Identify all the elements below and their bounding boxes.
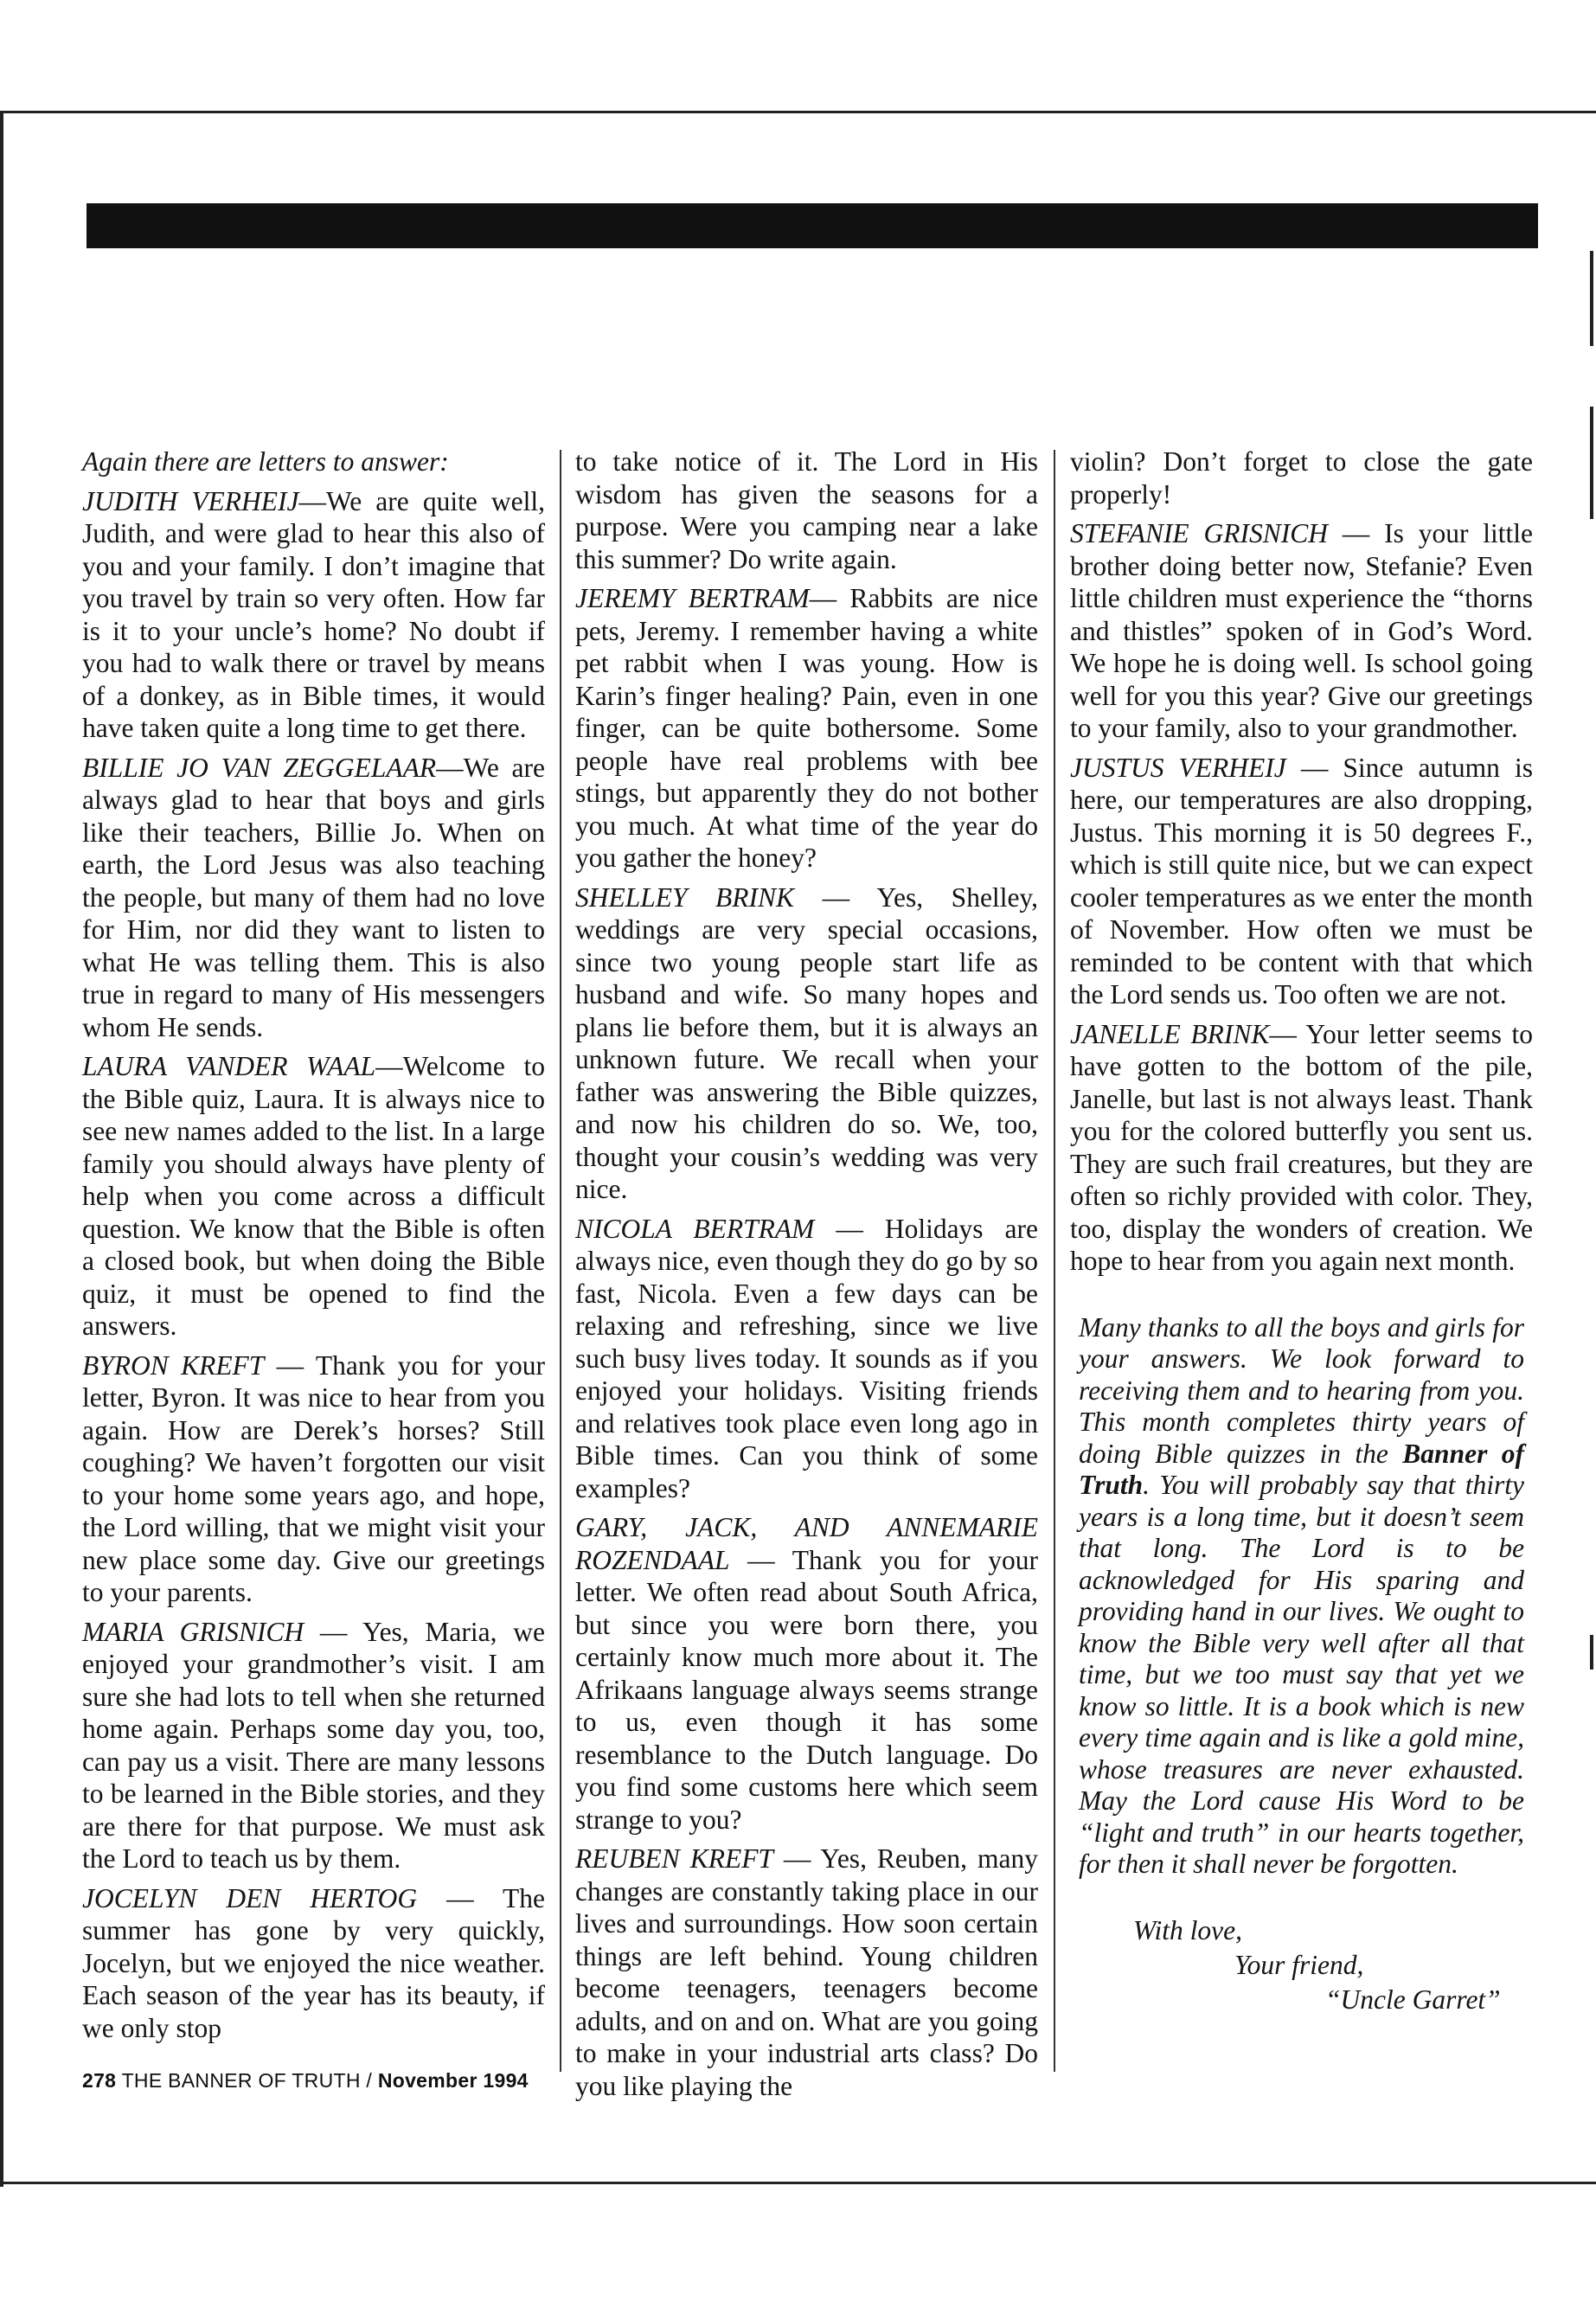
letter-reply: JEREMY BERTRAM— Rabbits are nice pets, Jeremy. I remember having a white pet rabbit when I was young. How is Karin’s finger healing? Pain, even in one finger, can be quite bothersome. Some people have real problems with bee stings, but apparently they do not bother you much. At what time of the year do you gather the honey?	[575, 583, 1039, 873]
letter-text: The summer has gone by very quickly, Jocelyn, but we enjoyed the nice weather. Each season of the year has its beauty, if we only stop	[82, 1882, 545, 2043]
column-2	[575, 445, 1038, 2109]
letter-reply: GARY, JACK, AND ANNEMARIE ROZENDAAL — Thank you for your letter. We often read about South Africa, but since you were born there, you certainly know much more about it. The Afrikaans language always seems strange to us, even though it has some resemblance to the Dutch language. Do you find some customs here which seem strange to you?	[575, 1512, 1038, 1835]
letter-text: Your letter seems to have gotten to the bottom of the pile, Janelle, but last is not always least. Thank you for the colored butterfly you sent us. They are such frail creatures, but they are often so richly provided with color. They, too, display the wonders of creation. We hope to hear from you again next month.	[1070, 1018, 1533, 1276]
intro-line: Again there are letters to answer:	[82, 446, 449, 477]
letter-name: JUDITH VERHEIJ	[82, 485, 299, 516]
column-divider	[1054, 450, 1055, 2072]
bottom-rule	[0, 2182, 1596, 2184]
letter-text: Yes, Maria, we enjoyed your grandmother’s visit. I am sure she had lots to tell when she returned home again. Perhaps some day you, too, can pay us a visit. There are many lessons to be learned in the Bible stories, and they are there for that purpose. We must ask the Lord to teach us by them.	[82, 1616, 545, 1874]
letter-name: GARY, JACK, AND ANNEMARIE ROZENDAAL	[575, 1512, 1038, 1575]
letter-name: BYRON KREFT	[82, 1349, 265, 1381]
letter-reply: BYRON KREFT — Thank you for your letter, Byron. It was nice to hear from you again. How are Derek’s horses? Still coughing? We haven’t forgotten our visit to your home some years ago, and hope, the Lord willing, that we might visit your new place some day. Give our greetings to your parents.	[82, 1349, 545, 1607]
letter-reply: STEFANIE GRISNICH — Is your little brother doing better now, Stefanie? Even little children must experience the “thorns and thistles” spoken of in God’s Word. We hope he is doing well. Is school going well for you this year? Give our greetings to your family, also to your grandmother.	[1070, 518, 1533, 743]
letter-reply: REUBEN KREFT — Yes, Reuben, many changes are constantly taking place in our lives and surroundings. How soon certain things are left behind. Young children become teenagers, teenagers become adults, and on and on. What are you going to make in your industrial arts class? Do you like playing the	[575, 1843, 1038, 2101]
letter-name: LAURA VANDER WAAL	[82, 1051, 376, 1081]
page-right-edge-mark	[1590, 407, 1593, 519]
signoff-line: With love,	[1133, 1914, 1242, 1945]
letter-reply: LAURA VANDER WAAL—Welcome to the Bible quiz, Laura. It is always nice to see new names added to the list. In a large family you should always have plenty of help when you come across a difficult question. We know that the Bible is often a closed book, but when doing the Bible quiz, it must be opened to find the answers.	[82, 1051, 545, 1341]
letter-name: REUBEN KREFT	[575, 1843, 773, 1874]
letter-text: We are quite well, Judith, and were glad to hear this also of you and your family. I don’t imagine that you travel by train so very often. How far is it to your uncle’s home? No doubt if you had to walk there or travel by means of a donkey, as in Bible times, it would have taken quite a long time to get there.	[82, 485, 545, 743]
footer-issue: November 1994	[377, 2069, 529, 2092]
page-right-edge-mark	[1590, 251, 1593, 346]
closing-text: Many thanks to all the boys and girls for your answers. We look forward to receiving them and to hearing from you. This month completes thirty years of doing Bible quizzes in the	[1079, 1311, 1524, 1469]
closing-paragraph	[1070, 1312, 1533, 1881]
column-1	[82, 445, 545, 2051]
letter-name: SHELLEY BRINK	[575, 881, 795, 913]
letter-name: JANELLE BRINK	[1070, 1018, 1270, 1049]
letter-name: MARIA GRISNICH	[82, 1616, 304, 1647]
letter-reply: JUDITH VERHEIJ—We are quite well, Judith, and were glad to hear this also of you and your family. I don’t imagine that you travel by train so very often. How far is it to your uncle’s home? No doubt if you had to walk there or travel by means of a donkey, as in Bible times, it would have taken quite a long time to get there.	[82, 485, 545, 743]
letter-text: We are always glad to hear that boys and girls like their teachers, Billie Jo. When on earth, the Lord Jesus was also teaching the people, but many of them had no love for Him, nor did they want to listen to what He was telling them. This is also true in regard to many of His messengers whom He sends.	[82, 752, 545, 1042]
top-rule	[0, 111, 1596, 113]
letter-reply: JUSTUS VERHEIJ — Since autumn is here, our temperatures are also dropping, Justus. This morning it is 50 degrees F., which is still quite nice, but we can expect cooler temperatures as we enter the month of November. How often we must be reminded to be content with that which the Lord sends us. Too often we are not.	[1070, 752, 1533, 1009]
letter-reply: SHELLEY BRINK — Yes, Shelley, weddings are very special occasions, since two young people start life as husband and wife. So many hopes and plans lie before them, but it is always an unknown future. We recall when your father was answering the Bible quizzes, and now his children do so. We, too, thought your cousin’s wedding was very nice.	[575, 881, 1039, 1204]
letter-text: Since autumn is here, our temperatures are also dropping, Justus. This morning it is 50 degrees F., which is still quite nice, but we can expect cooler temperatures as we enter the month of November. How often we must be reminded to be content with that which the Lord sends us. Too often we are not.	[1070, 752, 1533, 1009]
page-left-edge	[0, 111, 3, 2187]
letter-name: BILLIE JO VAN ZEGGELAAR	[82, 752, 437, 783]
signature: “Uncle Garret”	[1325, 1984, 1501, 2015]
letter-name: JUSTUS VERHEIJ	[1070, 752, 1286, 783]
footer-publication: THE BANNER OF TRUTH /	[121, 2069, 373, 2092]
letter-reply: NICOLA BERTRAM — Holidays are always nice, even though they do go by so fast, Nicola. Even a few days can be relaxing and refreshing, since we live such busy lives today. It sounds as if you enjoyed your holidays. Visiting friends and relatives took place even long ago in Bible times. Can you think of some examples?	[575, 1213, 1038, 1503]
column-3	[1070, 445, 1533, 2017]
continued-text: to take notice of it. The Lord in His wisdom has given the seasons for a purpose. Were you camping near a lake this summer? Do write again.	[575, 446, 1038, 574]
letter-reply: JOCELYN DEN HERTOG — The summer has gone by very quickly, Jocelyn, but we enjoyed the nice weather. Each season of the year has its beauty, if we only stop	[82, 1882, 545, 2043]
continued-text: violin? Don’t forget to close the gate properly!	[1070, 446, 1533, 510]
page-footer	[82, 2069, 529, 2093]
letter-name: JOCELYN DEN HERTOG	[82, 1882, 418, 1913]
publication-name: Banner of Truth	[1079, 1438, 1524, 1500]
letter-text: Is your little brother doing better now, Stefanie? Even little children must experience the “thorns and thistles” spoken of in God’s Word. We hope he is doing well. Is school going well for you this year? Give our greetings to your family, also to your grandmother.	[1070, 518, 1533, 743]
header-banner-bar	[87, 203, 1538, 248]
signoff	[1070, 1913, 1533, 2017]
page-right-edge-mark	[1590, 1635, 1593, 1670]
letter-reply: BILLIE JO VAN ZEGGELAAR—We are always glad to hear that boys and girls like their teachers, Billie Jo. When on earth, the Lord Jesus was also teaching the people, but many of them had no love for Him, nor did they want to listen to what He was telling them. This is also true in regard to many of His messengers whom He sends.	[82, 752, 545, 1042]
letter-text: Yes, Shelley, weddings are very special occasions, since two young people start life as husband and wife. So many hopes and plans lie before them, but it is always an unknown future. We recall when your father was answering the Bible quizzes, and now his children do so. We, too, thought your cousin’s wedding was very nice.	[575, 881, 1039, 1204]
closing-text: . You will probably say that thirty years is a long time, but it doesn’t seem that long. The Lord is to be acknowledged for His sparing and providing hand in our lives. We ought to know the Bible very well after all that time, but we too must say that yet we know so little. It is a book which is new every time again and is like a gold mine, whose treasures are never exhausted. May the Lord cause His Word to be “light and truth” in our hearts together, for then it shall never be forgotten.	[1079, 1470, 1524, 1879]
letter-reply: MARIA GRISNICH — Yes, Maria, we enjoyed your grandmother’s visit. I am sure she had lots to tell when she returned home again. Perhaps some day you, too, can pay us a visit. There are many lessons to be learned in the Bible stories, and they are there for that purpose. We must ask the Lord to teach us by them.	[82, 1616, 545, 1874]
letter-text: Thank you for your letter, Byron. It was nice to hear from you again. How are Derek’s horses? Still coughing? We haven’t forgotten our visit to your home some years ago, and hope, the Lord willing, that we might visit your new place some day. Give our greetings to your parents.	[82, 1349, 545, 1607]
page-number: 278	[82, 2069, 117, 2092]
signoff-line: Your friend,	[1234, 1949, 1364, 1980]
letter-text: Yes, Reuben, many changes are constantly taking place in our lives and surroundings. How soon certain things are left behind. Young children become teenagers, teenagers become adults, and on and on. What are you going to make in your industrial arts class? Do you like playing the	[575, 1843, 1038, 2101]
letter-text: Welcome to the Bible quiz, Laura. It is always nice to see new names added to the list. In a large family you should always have plenty of help when you come across a difficult question. We know that the Bible is often a closed book, but when doing the Bible quiz, it must be opened to find the answers.	[82, 1051, 545, 1341]
column-divider	[560, 450, 561, 2072]
letter-text: Holidays are always nice, even though they do go by so fast, Nicola. Even a few days can be relaxing and refreshing, since we live such busy lives today. It sounds as if you enjoyed your holidays. Visiting friends and relatives took place even long ago in Bible times. Can you think of some examples?	[575, 1213, 1038, 1503]
letter-name: JEREMY BERTRAM	[575, 583, 810, 613]
letter-name: NICOLA BERTRAM	[575, 1213, 815, 1244]
letter-name: STEFANIE GRISNICH	[1070, 518, 1328, 548]
letter-text: Rabbits are nice pets, Jeremy. I remember having a white pet rabbit when I was young. How is Karin’s finger healing? Pain, even in one finger, can be quite bothersome. Some people have real problems with bee stings, but apparently they do not bother you much. At what time of the year do you gather the honey?	[575, 583, 1039, 873]
letter-text: Thank you for your letter. We often read about South Africa, but since you were born there, you certainly know much more about it. The Afrikaans language always seems strange to us, even though it has some resemblance to the Dutch language. Do you find some customs here which seem strange to you?	[575, 1544, 1038, 1835]
letter-reply: JANELLE BRINK— Your letter seems to have gotten to the bottom of the pile, Janelle, but last is not always least. Thank you for the colored butterfly you sent us. They are such frail creatures, but they are often so richly provided with color. They, too, display the wonders of creation. We hope to hear from you again next month.	[1070, 1018, 1533, 1276]
